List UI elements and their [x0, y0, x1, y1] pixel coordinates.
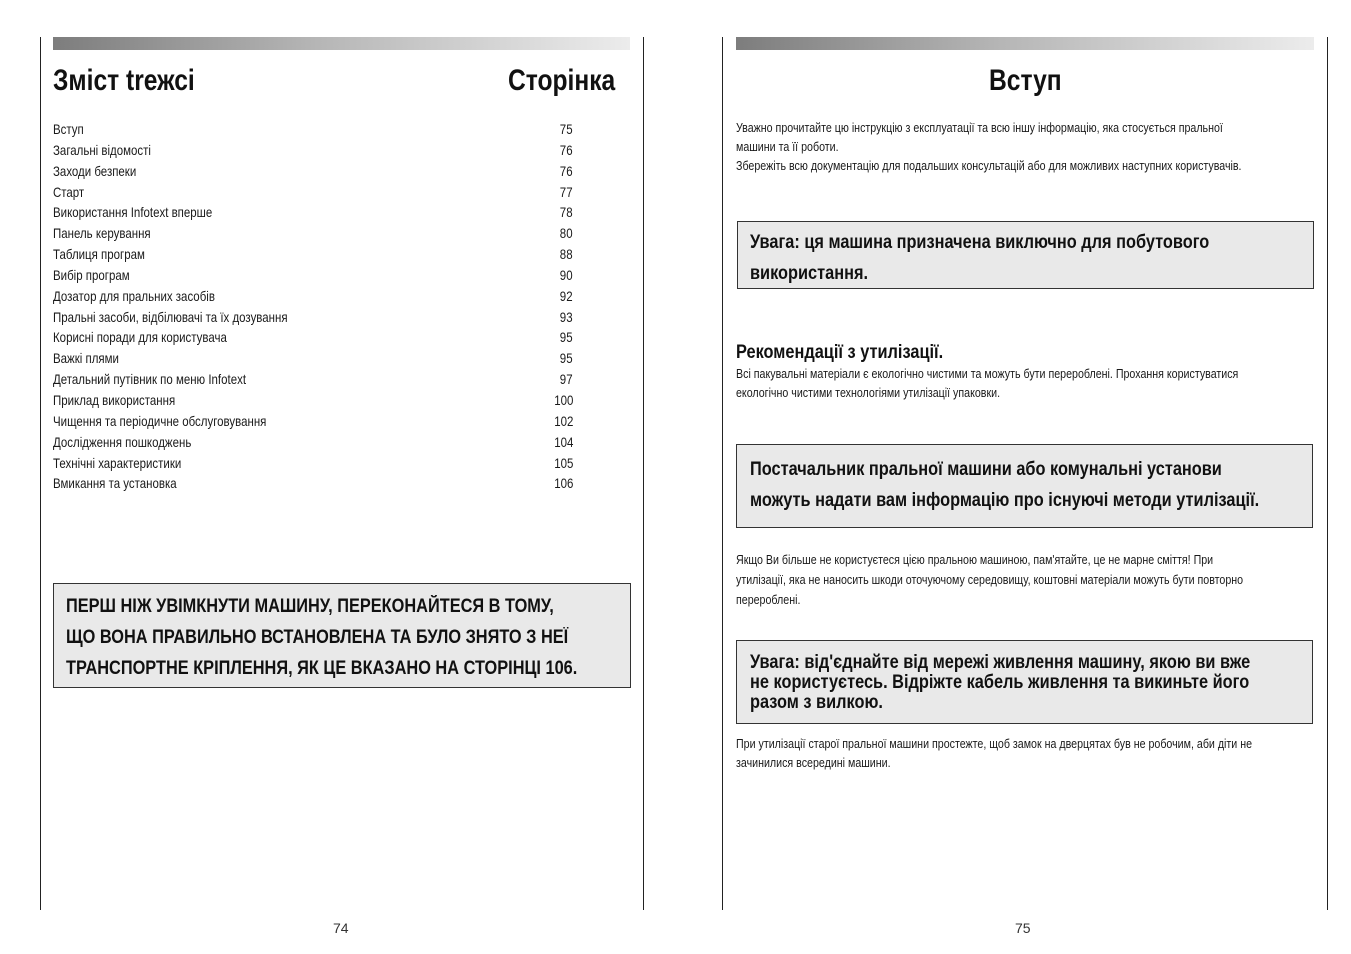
toc-entry-page: 80: [560, 225, 573, 242]
toc-entry-label: Приклад використання: [53, 391, 176, 408]
toc-row: [53, 244, 573, 265]
toc-row: [53, 453, 573, 474]
page-number-right: 75: [1015, 920, 1031, 936]
toc-entry-page: 75: [560, 121, 573, 137]
toc-entry-page: 77: [560, 183, 573, 200]
intro-line-3: Збережіть всю документацію для подальших консультацій або для можливих наступних користувачів.: [736, 158, 1242, 173]
toc-row: [53, 223, 573, 244]
right-page-left-edge: [722, 37, 723, 910]
warning-line-3: ТРАНСПОРТНЕ КРІПЛЕННЯ, ЯК ЦЕ ВКАЗАНО НА СТОРІНЦІ 106.: [66, 658, 578, 679]
toc-entry-label: Заходи безпеки: [53, 162, 137, 179]
toc-entry-label: Вступ: [53, 121, 84, 137]
page-number-left: 74: [333, 920, 349, 936]
toc-row: [53, 286, 573, 307]
toc-row: [53, 327, 573, 348]
toc-entry-label: Пральні засоби, відбілювачі та їх дозування: [53, 308, 288, 325]
toc-entry-page: 90: [560, 266, 573, 283]
toc-entry-label: Вмикання та установка: [53, 475, 177, 492]
toc-entry-page: 76: [560, 162, 573, 179]
disconnect-line-1: Увага: від'єднайте від мережі живлення машину, якою ви вже: [750, 652, 1251, 673]
toc-entry-page: 92: [560, 287, 573, 304]
toc-entry-page: 95: [560, 329, 573, 346]
right-page-right-edge: [1327, 37, 1328, 910]
disposal-line-1: Якщо Ви більше не користуєтеся цією пральною машиною, пам'ятайте, це не марне сміття! При: [736, 552, 1214, 567]
supplier-info-line-1: Постачальник пральної машини або комунальні установи: [750, 459, 1222, 480]
disconnect-line-3: разом з вилкою.: [750, 692, 883, 713]
toc-entry-label: Таблиця програм: [53, 246, 145, 263]
toc-entry-page: 78: [560, 204, 573, 221]
warning-line-1: ПЕРШ НІЖ УВІМКНУТИ МАШИНУ, ПЕРЕКОНАЙТЕСЯ В ТОМУ,: [66, 596, 554, 617]
toc-entry-label: Дослідження пошкоджень: [53, 433, 192, 450]
child-safety-line-2: зачинилися всередині машини.: [736, 755, 891, 770]
toc-entry-label: Важкі плями: [53, 350, 119, 367]
toc-entry-label: Дозатор для пральних засобів: [53, 287, 215, 304]
supplier-info-box: [736, 444, 1313, 528]
intro-title: Вступ: [989, 64, 1062, 97]
toc-entry-label: Корисні поради для користувача: [53, 329, 227, 346]
child-safety-line-1: При утилізації старої пральної машини простежте, щоб замок на дверцятах був не робочим, аби діти не: [736, 736, 1253, 751]
toc-entry-page: 76: [560, 141, 573, 158]
toc-entry-page: 106: [553, 475, 573, 492]
left-page-right-edge: [643, 37, 644, 910]
toc-entry-label: Панель керування: [53, 225, 151, 242]
toc-page-header: Сторінка: [508, 64, 616, 97]
toc-entry-page: 93: [560, 308, 573, 325]
toc-entry-label: Загальні відомості: [53, 141, 151, 158]
intro-line-1: Уважно прочитайте цю інструкцію з експлуатації та всю іншу інформацію, яка стосується пральної: [736, 120, 1223, 135]
recycling-line-2: екологічно чистими технологіями утилізації упаковки.: [736, 385, 1001, 400]
toc-entry-label: Використання Infotext вперше: [53, 204, 213, 221]
disconnect-line-2: не користуєтесь. Відріжте кабель живлення та викиньте його: [750, 672, 1250, 693]
toc-entry-page: 105: [553, 454, 573, 471]
recycling-line-1: Всі пакувальні матеріали є екологічно чистими та можуть бути перероблені. Прохання користуватися: [736, 366, 1239, 381]
household-use-line-1: Увага: ця машина призначена виключно для побутового: [750, 232, 1210, 253]
toc-entry-label: Старт: [53, 183, 85, 200]
toc-entry-page: 104: [553, 433, 573, 450]
supplier-info-line-2: можуть надати вам інформацію про існуючі методи утилізації.: [750, 490, 1260, 511]
warning-line-2: ЩО ВОНА ПРАВИЛЬНО ВСТАНОВЛЕНА ТА БУЛО ЗНЯТО З НЕЇ: [66, 627, 569, 648]
left-page-left-edge: [40, 37, 41, 910]
toc-row: [53, 390, 573, 411]
toc-row: [53, 265, 573, 286]
disposal-line-2: утилізації, яка не наносить шкоди оточуючому середовищу, коштовні матеріали можуть бути повторно: [736, 572, 1244, 587]
toc-row: [53, 161, 573, 182]
toc-row: [53, 140, 573, 161]
toc-entry-page: 88: [560, 246, 573, 263]
household-use-line-2: використання.: [750, 263, 869, 284]
left-header-bar: [53, 37, 630, 50]
toc-row: [53, 369, 573, 390]
toc-row: [53, 202, 573, 223]
toc-entry-label: Технічні характеристики: [53, 454, 182, 471]
toc-row: [53, 182, 573, 203]
toc-row: [53, 473, 573, 494]
toc-entry-page: 102: [553, 412, 573, 429]
toc-entry-label: Чищення та періодичне обслуговування: [53, 412, 267, 429]
toc-title: Зміст trежсі: [53, 64, 195, 97]
toc-row: [53, 348, 573, 369]
disposal-line-3: перероблені.: [736, 592, 801, 607]
right-header-bar: [736, 37, 1314, 50]
toc-entry-page: 97: [560, 371, 573, 388]
toc-entry-label: Детальний путівник по меню Infotext: [53, 371, 247, 388]
table-of-contents: [53, 119, 573, 494]
toc-entry-page: 95: [560, 350, 573, 367]
toc-row: [53, 119, 573, 140]
toc-entry-page: 100: [553, 391, 573, 408]
toc-entry-label: Вибір програм: [53, 266, 130, 283]
toc-row: [53, 432, 573, 453]
toc-row: [53, 411, 573, 432]
toc-row: [53, 307, 573, 328]
recycling-heading: Рекомендації з утилізації.: [736, 342, 944, 363]
intro-line-2: машини та її роботи.: [736, 139, 839, 154]
